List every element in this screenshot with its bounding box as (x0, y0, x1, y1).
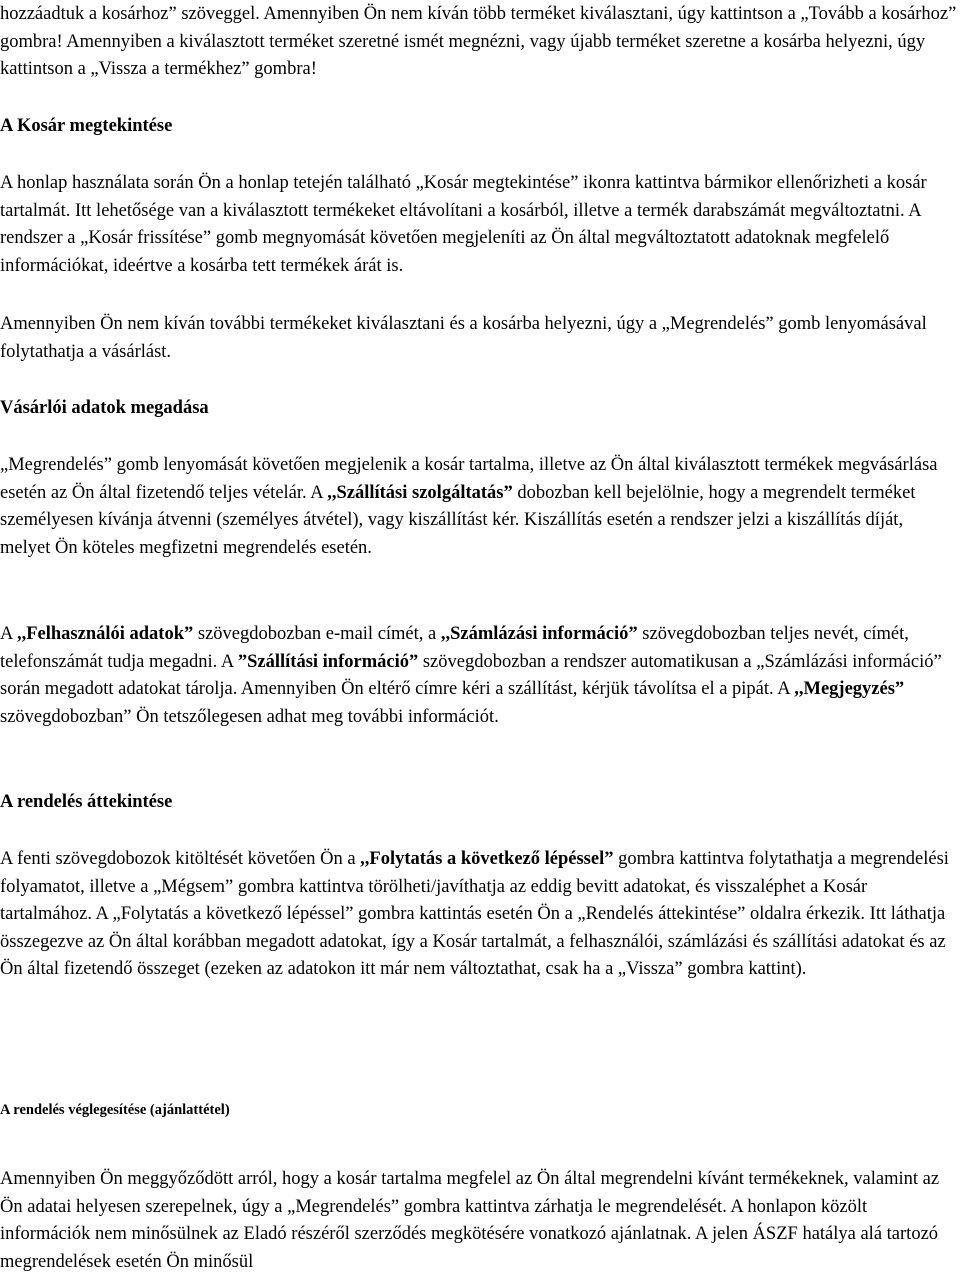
text-run: A fenti szövegdobozok kitöltését követően Ön a (0, 849, 361, 869)
vasarloi-paragraph-2 (0, 621, 958, 731)
intro-paragraph (0, 1, 958, 84)
text-run: A (0, 624, 17, 644)
bold-term: ”Szállítási információ” (237, 651, 419, 672)
text-run: „Megrendelés” gomb lenyomását követően megjelenik a kosár tartalma, illetve az Ön által kiválasztott termékek megvásárlása esetén az Ön által fizetendő teljes vételár. A (0, 455, 938, 503)
text-run: dobozban kell bejelölnie, hogy a megrendelt terméket személyesen kívánja átvenni (személyes átvétel), vagy kiszállítást kér. Kiszállítás esetén a rendszer jelzi a kiszállítás díját, melyet Ön köteles megfizetni megrendelés esetén. (0, 482, 916, 558)
text-run: Amennyiben Ön meggyőződött arról, hogy a kosár tartalma megfelel az Ön által megrendelni kívánt termékeknek, valamint az Ön adatai helyesen szerepelnek, úgy a „Megrendelés” gombra kattintva zárhatja le megrendelését. A honlapon közölt információk nem minősülnek az Eladó részéről szerződés megkötésére vonatkozó ajánlatnak. A jelen ÁSZF hatálya alá tartozó megrendelések esetén Ön minősül (0, 1169, 940, 1272)
text-run: szövegdobozban” Ön tetszőlegesen adhat meg további információt. (0, 706, 499, 727)
bold-term: ,,Folytatás a következő lépéssel” (360, 849, 614, 869)
text-run: A honlap használata során Ön a honlap tetején található „Kosár megtekintése” ikonra kattintva bármikor ellenőrizheti a kosár tartalmát. Itt lehetősége van a kiválasztott termékeket eltávolítani a kosárból, illetve a termék darabszámát megváltoztatni. A rendszer a „Kosár frissítése” gomb megnyomását követően megjeleníti az Ön által megváltoztatott adatoknak megfelelő információkat, ideértve a kosárba tett termékek árát is. (0, 173, 927, 276)
heading-kosar-megtekintese: A Kosár megtekintése (0, 116, 173, 136)
bold-term: ,,Megjegyzés” (794, 679, 905, 700)
vasarloi-paragraph-1 (0, 452, 958, 562)
text-run: hozzáadtuk a kosárhoz” szöveggel. Amennyiben Ön nem kíván több terméket kiválasztani, úgy kattintson a „Tovább a kosárhoz” gombra! Amennyiben a kiválasztott terméket szeretné ismét megnézni, vagy újabb terméket szeretne a kosárba helyezni, úgy kattintson a „Vissza a termékhez” gombra! (0, 4, 957, 80)
heading-rendeles-attekintese: A rendelés áttekintése (0, 792, 173, 812)
bold-term: ,,Felhasználói adatok” (16, 624, 194, 644)
text-run: Amennyiben Ön nem kíván további termékeket kiválasztani és a kosárba helyezni, úgy a „Megrendelés” gomb lenyomásával folytathatja a vásárlást. (0, 314, 927, 362)
text-run: szövegdobozban e-mail címét, a (193, 624, 441, 644)
attekintes-paragraph (0, 846, 958, 984)
heading-rendeles-veglegesitese: A rendelés véglegesítése (ajánlattétel) (0, 1102, 230, 1118)
bold-term: ,,Szállítási szolgáltatás” (327, 482, 513, 503)
kosar-paragraph-1 (0, 170, 958, 280)
text-run: gombra kattintva folytathatja a megrendelési folyamatot, illetve a „Mégsem” gombra kattintva törölheti/javíthatja az eddig bevitt adatokat, és visszaléphet a Kosár tartalmához. A „Folytatás a következő lépéssel” gombra kattintás esetén Ön a „Rendelés áttekintése” oldalra érkezik. Itt láthatja összegezve az Ön által korábban megadott adatokat, így a Kosár tartalmát, a felhasználói, számlázási és szállítási adatokat és az Ön által fizetendő összeget (ezeken az adatokon itt már nem változtathat, csak ha a „Vissza” gombra kattint). (0, 849, 949, 980)
kosar-paragraph-2 (0, 311, 958, 366)
text-run: szövegdobozban a rendszer automatikusan a „Számlázási információ” során megadott adatokat tárolja. Amennyiben Ön eltérő címre kéri a szállítást, kérjük távolítsa el a pipát. A (0, 651, 942, 700)
heading-vasarloi-adatok: Vásárlói adatok megadása (0, 398, 209, 418)
veglegesites-paragraph (0, 1166, 958, 1276)
bold-term: ,,Számlázási információ” (440, 624, 638, 644)
text-run: szövegdobozban teljes nevét, címét, telefonszámát tudja megadni. A (0, 624, 909, 672)
